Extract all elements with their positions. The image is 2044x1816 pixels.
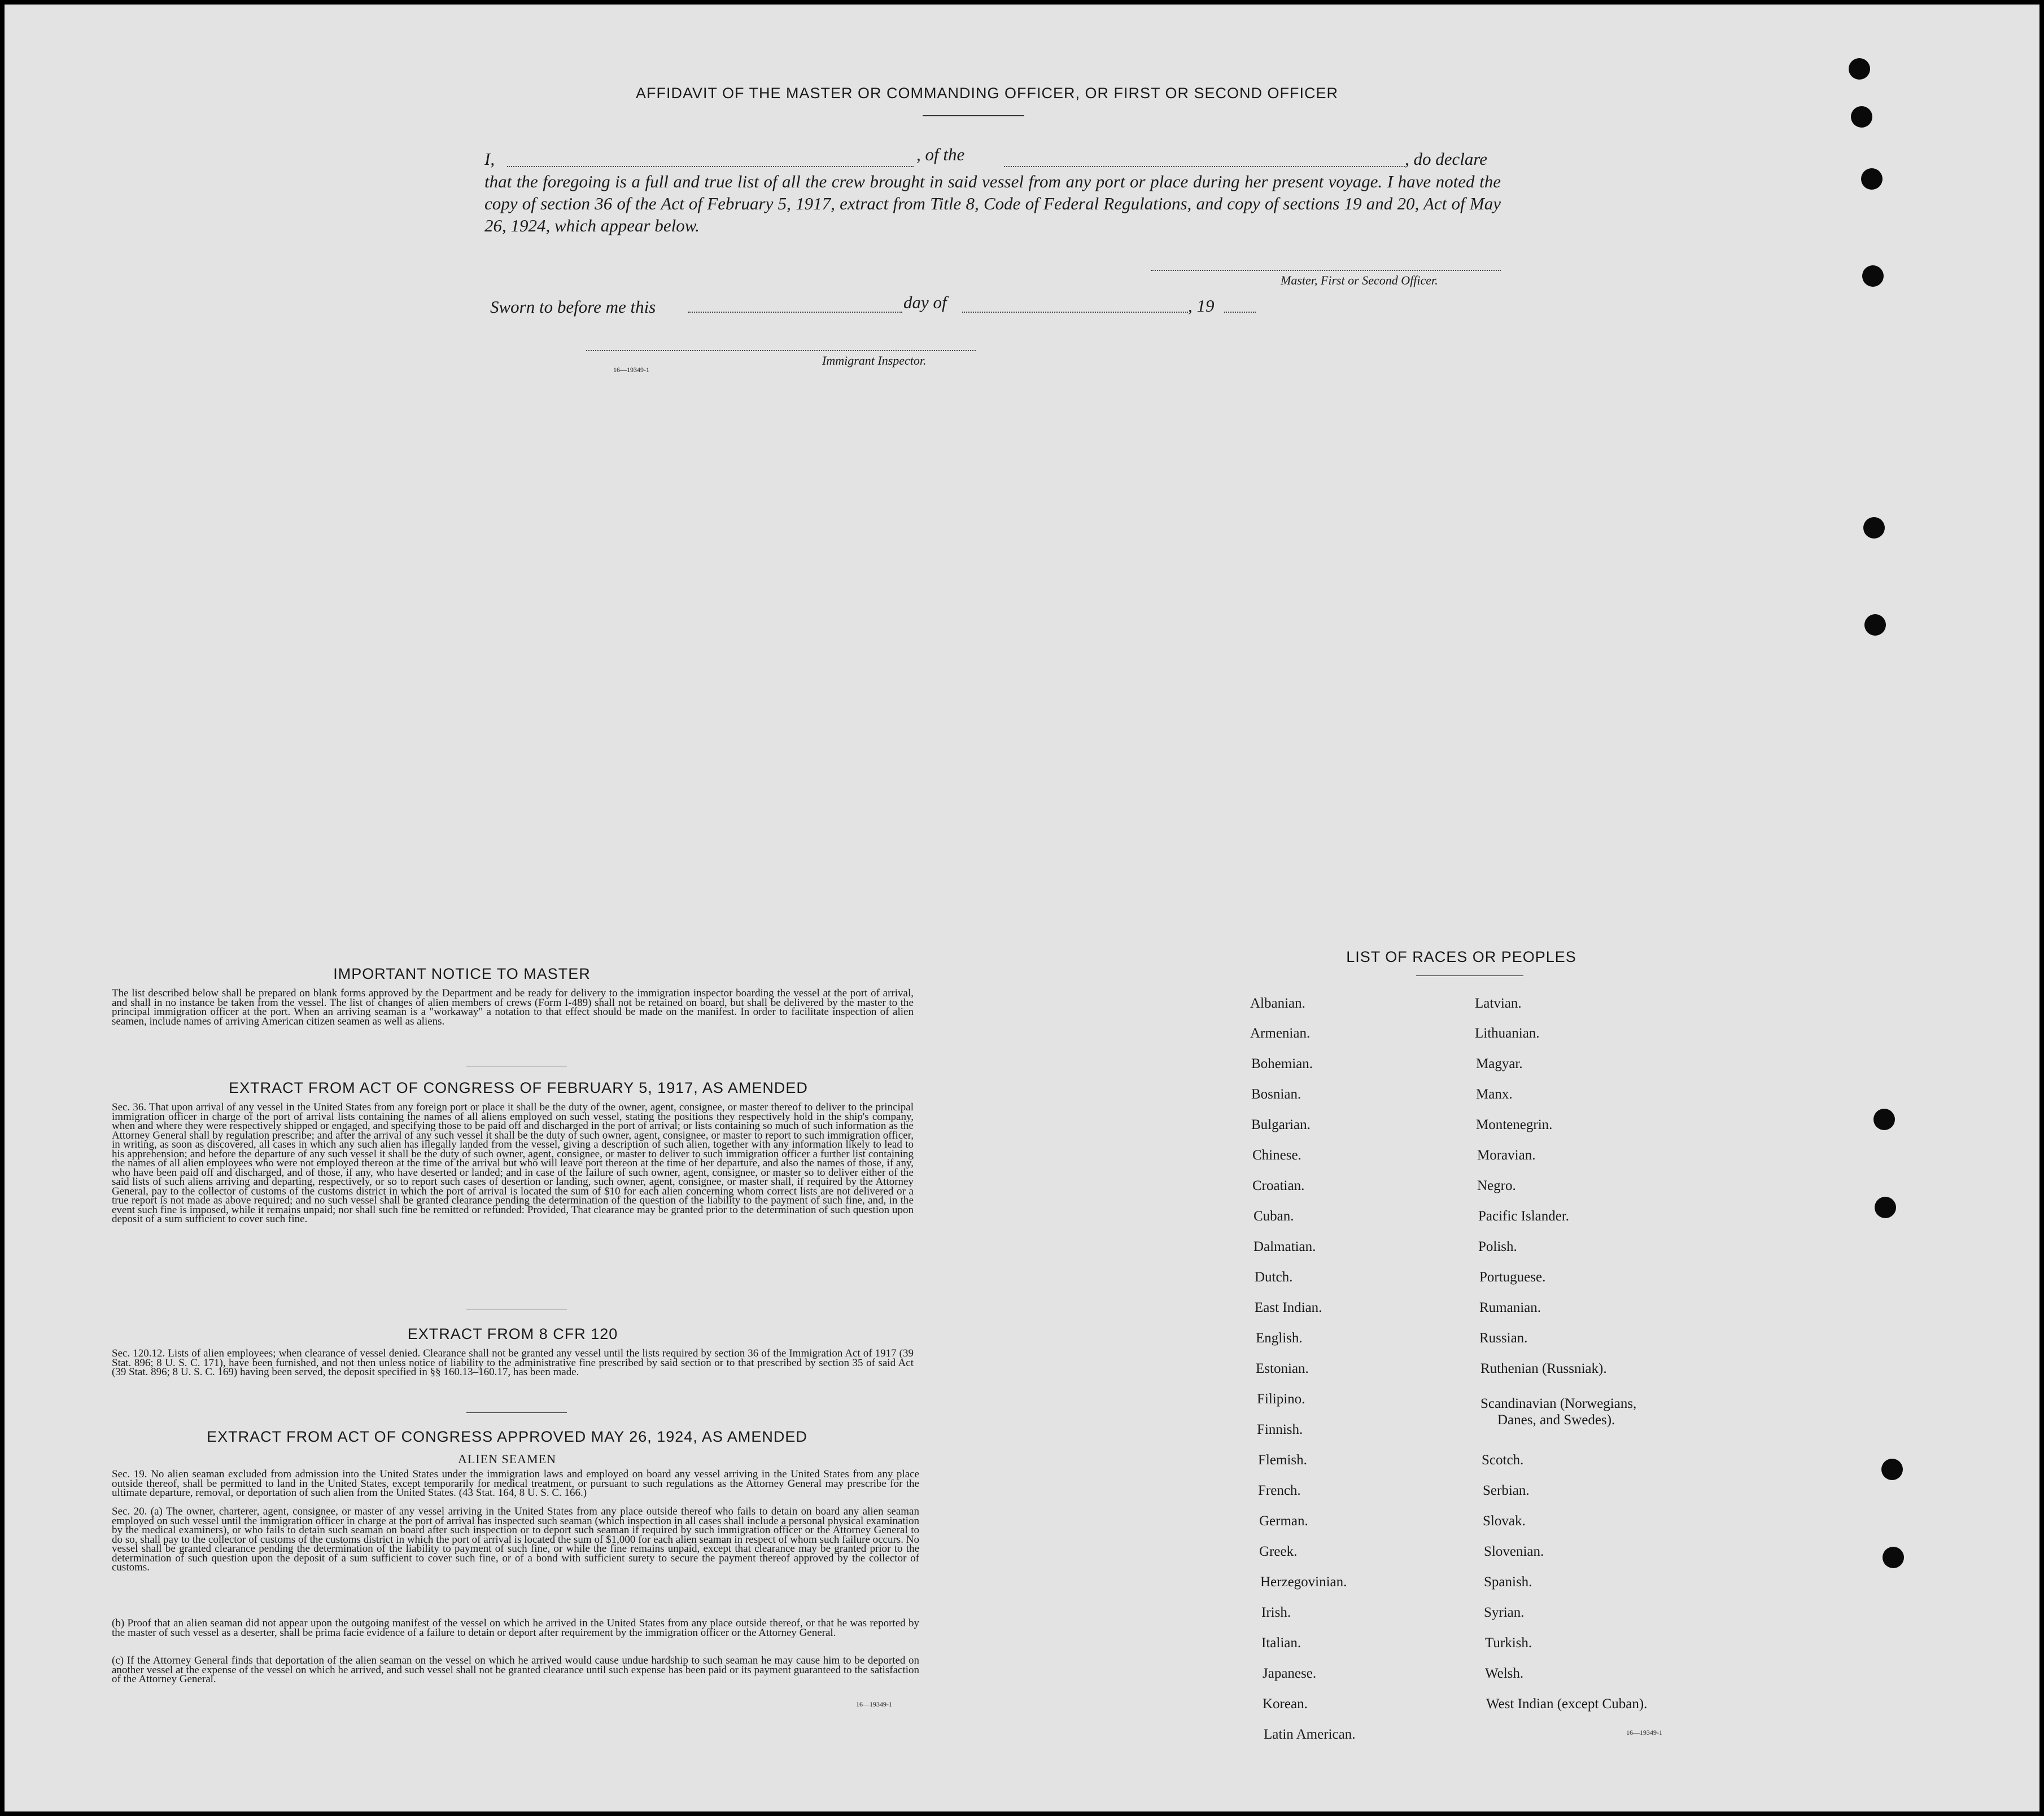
race-entry: Albanian. [1250, 996, 1305, 1011]
race-entry: Finnish. [1257, 1422, 1303, 1437]
race-entry: German. [1259, 1513, 1308, 1529]
punch-hole [1864, 614, 1886, 636]
extract-1917-title: EXTRACT FROM ACT OF CONGRESS OF FEBRUARY 5, 1917, AS AMENDED [229, 1079, 808, 1096]
race-entry: Polish. [1478, 1239, 1517, 1254]
alien-seamen-subtitle: ALIEN SEAMEN [458, 1452, 556, 1466]
notice-text: The list described below shall be prepared on blank forms approved by the Department and be ready for delivery to the immigration inspector boarding the vessel at the port of arrival, and shall in no instance be taken from the vessel. The list of changes of alien members of crews (Form I-489) shall not be retained on board, but shall be delivered by the master to the principal immigration officer at the port. When an arriving seaman is a "workaway" a notation to that effect should be made on the manifest. In order to facilitate inspection of alien seamen, include names of arriving American citizen seamen as well as aliens. [112, 987, 914, 1027]
declarant-prefix: I, [484, 149, 495, 169]
race-entry: Turkish. [1485, 1635, 1532, 1651]
punch-hole [1861, 168, 1883, 190]
punch-hole [1881, 1459, 1903, 1480]
sworn-month-field[interactable] [962, 312, 1188, 313]
race-entry: Bohemian. [1251, 1056, 1313, 1071]
sworn-day-field[interactable] [688, 312, 902, 313]
do-declare-text: , do declare [1405, 149, 1488, 169]
vessel-name-field[interactable] [1004, 166, 1405, 167]
race-entry: Portuguese. [1479, 1270, 1546, 1285]
extract-form-number: 16—19349-1 [856, 1700, 892, 1708]
race-entry: Croatian. [1252, 1178, 1305, 1193]
race-entry: Welsh. [1485, 1666, 1524, 1681]
punch-hole [1875, 1197, 1896, 1218]
affidavit-body: that the foregoing is a full and true list of all the crew brought in said vessel from any port or place during her present voyage. I have noted the copy of section 36 of the Act of February 5, 1917, extract from Title 8, Code of Federal Regulations, and copy of sections 19 and 20, Act of May 26, 1924, which appear below. [484, 172, 1501, 235]
race-entry: Slovenian. [1484, 1544, 1544, 1559]
day-of-text: day of [903, 292, 947, 312]
punch-hole [1883, 1547, 1904, 1568]
races-form-number: 16—19349-1 [1626, 1729, 1662, 1736]
race-entry: Manx. [1476, 1087, 1513, 1102]
race-entry: Herzegovinian. [1260, 1574, 1347, 1590]
race-entry: Spanish. [1484, 1574, 1532, 1590]
extract-1924-sec20b: (b) Proof that an alien seaman did not appear upon the outgoing manifest of the vessel on which he arrived in the United States from any place outside thereof, or that he was reported by the master of such vessel as a deserter, shall be prima facie evidence of a failure to detain or deport after requirement by the immigration officer or the Attorney General. [112, 1617, 919, 1639]
affidavit-title: AFFIDAVIT OF THE MASTER OR COMMANDING OFFICER, OR FIRST OR SECOND OFFICER [635, 85, 1339, 102]
race-entry: Latin American. [1264, 1727, 1356, 1742]
inspector-signature-field[interactable] [586, 350, 976, 351]
race-entry: Irish. [1261, 1605, 1291, 1620]
race-entry: Japanese. [1263, 1666, 1317, 1681]
extract-1917-text: Sec. 36. That upon arrival of any vessel in the United States from any foreign port or place it shall be the duty of the owner, agent, consignee, or master thereof to deliver to the principal immigration officer in charge of the port of arrival lists containing the names of all aliens employed on such vessel, stating the positions they respectively hold in the ship's company, when and where they were respectively shipped or engaged, and specifying those to be paid off and discharged in the port of arrival; or lists containing so much of such information as the Attorney General shall by regulation prescribe; and after the arrival of any such vessel it shall be the duty of such owner, agent, consignee, or master to report to such immigration officer, in writing, as soon as discovered, all cases in which any such alien has illegally landed from the vessel, giving a description of such alien, together with any information likely to lead to his apprehension; and before the departure of any such vessel it shall be the duty of such owner, agent, consignee, or master to deliver to such immigration officer a further list containing the names of all alien employees who were not employed thereon at the time of the arrival but who will leave port thereon at the time of her departure, and also the names of those, if any, who have been paid off and discharged, and of those, if any, who have deserted or landed; and in case of the failure of such owner, agent, consignee, or master so to deliver either of the said lists of such aliens arriving and departing, respectively, or so to report such cases of desertion or landing, such owner, agent, consignee, or master shall, if required by the Attorney General, pay to the collector of customs of the customs district in which the port of arrival is located the sum of $10 for each alien concerning whom correct lists are not delivered or a true report is not made as above required; and no such vessel shall be granted clearance pending the determination of the question of the liability to the payment of such fine, and, in the event such fine is imposed, while it remains unpaid; nor shall such fine be remitted or refunded: Provided, That clearance may be granted prior to the determination of such question upon deposit of a sum sufficient to cover such fine. [112, 1101, 914, 1225]
race-entry: Latvian. [1475, 996, 1522, 1011]
race-entry: English. [1256, 1331, 1303, 1346]
races-title-underline [1416, 975, 1523, 976]
of-the-text: , of the [916, 145, 965, 164]
form-page [5, 5, 2039, 1811]
notice-title: IMPORTANT NOTICE TO MASTER [333, 965, 591, 982]
extract-1924-title: EXTRACT FROM ACT OF CONGRESS APPROVED MAY 26, 1924, AS AMENDED [207, 1428, 807, 1445]
race-entry: Greek. [1259, 1544, 1298, 1559]
races-title: LIST OF RACES OR PEOPLES [1346, 948, 1576, 965]
race-entry: Russian. [1479, 1331, 1528, 1346]
race-entry: Negro. [1477, 1178, 1516, 1193]
race-entry: Magyar. [1476, 1056, 1523, 1071]
punch-hole [1849, 58, 1870, 80]
sworn-text: Sworn to before me this [490, 297, 656, 317]
race-entry: Estonian. [1256, 1361, 1309, 1376]
title-underline [923, 115, 1024, 116]
race-entry: Chinese. [1252, 1148, 1301, 1163]
extract-cfr-text: Sec. 120.12. Lists of alien employees; when clearance of vessel denied. Clearance shall not be granted any vessel until the lists required by section 36 of the Immigration Act of 1917 (39 Stat. 896; 8 U. S. C. 171), have been furnished, and not then unless notice of liability to the administrative fine prescribed by said section or to that prescribed by section 35 of said Act (39 Stat. 896; 8 U. S. C. 169) having been served, the deposit specified in §§ 160.13–160.17, has been made. [112, 1347, 914, 1378]
race-entry: Rumanian. [1479, 1300, 1541, 1315]
race-entry: Dalmatian. [1254, 1239, 1316, 1254]
master-label: Master, First or Second Officer. [1281, 273, 1438, 287]
inspector-label: Immigrant Inspector. [822, 353, 927, 367]
year-prefix: , 19 [1188, 296, 1215, 316]
punch-hole [1873, 1109, 1895, 1130]
master-signature-field[interactable] [1151, 270, 1501, 271]
section-divider [466, 1412, 567, 1413]
sworn-year-field[interactable] [1224, 312, 1256, 313]
race-entry: Italian. [1261, 1635, 1301, 1651]
race-entry: West Indian (except Cuban). [1486, 1696, 1648, 1712]
race-entry: Montenegrin. [1476, 1117, 1553, 1132]
race-entry: Armenian. [1250, 1026, 1311, 1041]
extract-1924-sec19: Sec. 19. No alien seaman excluded from admission into the United States under the immigration laws and employed on board any vessel arriving in the United States from any place outside thereof, shall be permitted to land in the United States, except temporarily for medical treatment, or pursuant to such regulations as the Attorney General may prescribe for the ultimate departure, removal, or deportation of such alien from the United States. (43 Stat. 164, 8 U. S. C. 166.) [112, 1468, 919, 1499]
race-entry: East Indian. [1255, 1300, 1322, 1315]
extract-1924-sec20a: Sec. 20. (a) The owner, charterer, agent, consignee, or master of any vessel arriving in the United States from any place outside thereof who fails to detain on board any alien seaman employed on such vessel until the immigration officer in charge at the port of arrival has inspected such seaman (which inspection in all cases shall include a personal physical examination by the medical examiners), or who fails to detain such seaman on board after such inspection or to deport such seaman if required by such immigration officer or the Attorney General to do so, shall pay to the collector of customs of the customs district in which the port of arrival is located the sum of $1,000 for each alien seaman in respect of whom such failure occurs. No vessel shall be granted clearance pending the determination of the liability to payment of such fine, or while the fine remains unpaid, except that clearance may be granted prior to the determination of such question upon the deposit of a sum sufficient to cover such fine, or of a bond with sufficient surety to secure the payment thereof approved by the collector of customs. [112, 1506, 919, 1573]
race-entry: Syrian. [1484, 1605, 1525, 1620]
race-entry: Cuban. [1254, 1209, 1294, 1224]
race-entry: French. [1258, 1483, 1301, 1498]
declarant-name-field[interactable] [507, 166, 914, 167]
punch-hole [1851, 106, 1872, 128]
race-entry: Dutch. [1255, 1270, 1293, 1285]
race-entry: Lithuanian. [1475, 1026, 1540, 1041]
extract-cfr-title: EXTRACT FROM 8 CFR 120 [407, 1325, 618, 1342]
punch-hole [1862, 265, 1884, 287]
race-entry: Bulgarian. [1251, 1117, 1311, 1132]
race-entry: Ruthenian (Russniak). [1480, 1361, 1607, 1376]
race-entry: Flemish. [1258, 1452, 1307, 1468]
race-entry: Slovak. [1483, 1513, 1526, 1529]
race-entry: Bosnian. [1251, 1087, 1301, 1102]
race-entry: Moravian. [1477, 1148, 1536, 1163]
race-entry: Scandinavian (Norwegians, [1480, 1396, 1637, 1411]
affidavit-form-number: 16—19349-1 [613, 366, 649, 374]
race-entry: Danes, and Swedes). [1497, 1412, 1615, 1428]
extract-1924-sec20c: (c) If the Attorney General finds that deportation of the alien seaman on the vessel on which he arrived would cause undue hardship to such seaman he may cause him to be deported on another vessel at the expense of the vessel on which he arrived, and such vessel shall not be granted clearance until such expense has been paid or its payment guaranteed to the satisfaction of the Attorney General. [112, 1655, 919, 1685]
race-entry: Pacific Islander. [1478, 1209, 1570, 1224]
race-entry: Korean. [1263, 1696, 1308, 1712]
race-entry: Filipino. [1257, 1391, 1305, 1407]
punch-hole [1863, 517, 1885, 539]
race-entry: Serbian. [1483, 1483, 1530, 1498]
race-entry: Scotch. [1482, 1452, 1524, 1468]
